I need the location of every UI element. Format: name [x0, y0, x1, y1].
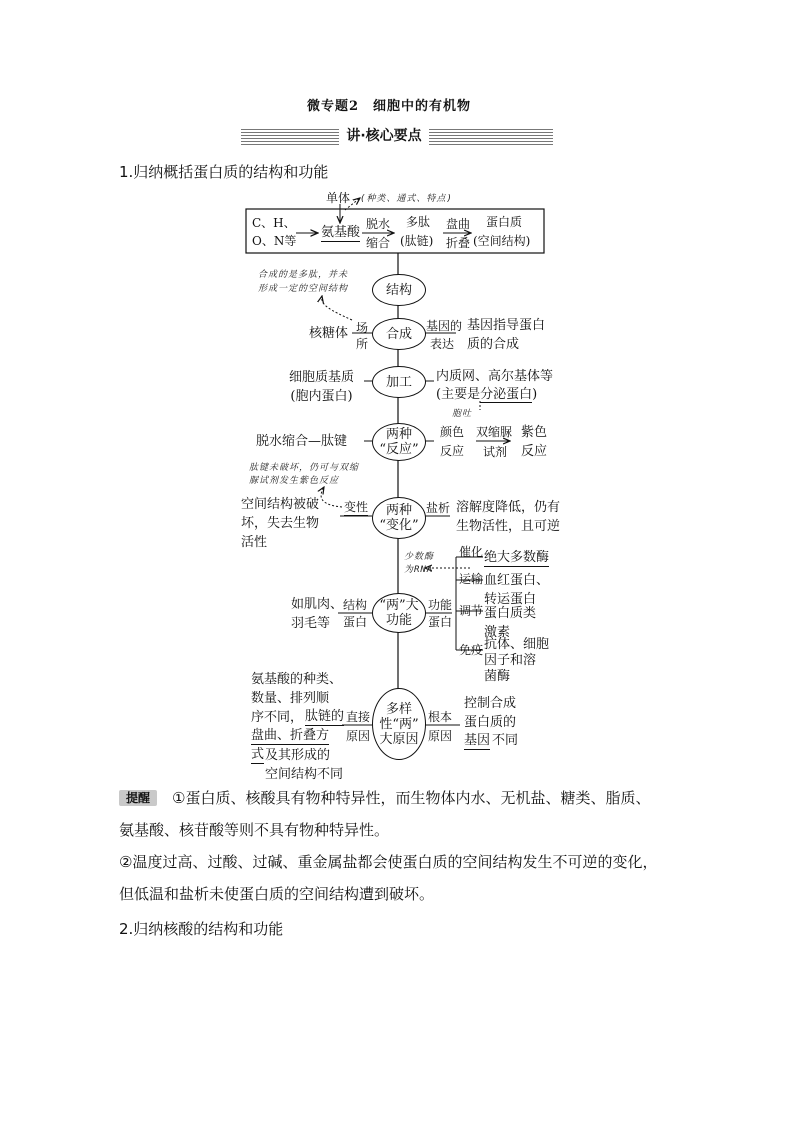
tip-line-2: 氨基酸、核苷酸等则不具有物种特异性。: [119, 821, 390, 839]
peptide-bond-note: 肽键未破坏，仍可与双缩 脲试剂发生紫色反应: [249, 463, 360, 486]
root-reason-gene: 基因: [464, 733, 491, 748]
node-reactions: 两种 “反应”: [372, 423, 426, 461]
root-cause-top: 根本: [428, 710, 453, 724]
secreted-prefix: (主要是: [436, 387, 481, 402]
diversity-fold: 盘曲、折叠方: [251, 728, 330, 743]
direct-cause-top: 直接: [346, 710, 371, 724]
monomer-label: 单体: [326, 191, 351, 205]
exocytosis-note: 胞吐: [452, 409, 473, 419]
secreted-protein: 分泌蛋白: [480, 387, 533, 402]
rna-enzyme-note: 少数酶 为RNA: [404, 552, 435, 575]
dehydration-top: 脱水: [366, 217, 391, 231]
node-structure: 结构: [372, 274, 426, 306]
immunity-label: 免疫: [459, 643, 484, 657]
elements-line2: O、N等: [252, 234, 297, 248]
node-processing: 加工: [372, 366, 426, 398]
color-bottom: 反应: [440, 444, 465, 458]
purple-bottom: 反应: [521, 444, 548, 459]
hemoglobin: 血红蛋白、 转运蛋白: [484, 573, 550, 607]
structural-protein-bottom: 蛋白: [343, 615, 368, 629]
node-diversity: 多样 性“两” 大原因: [372, 688, 426, 760]
antibodies: 抗体、细胞 因子和溶 菌酶: [484, 637, 550, 684]
site-top: 场: [356, 321, 369, 335]
tip-badge: 提醒: [119, 790, 157, 806]
secreted-line: [436, 386, 537, 403]
section-banner: 讲·核心要点: [339, 126, 429, 146]
biuret-bottom: 试剂: [483, 445, 508, 459]
amino-acid-label: 氨基酸: [321, 225, 361, 240]
direct-cause-bottom: 原因: [346, 729, 371, 743]
diversity-peptide: 肽链的: [305, 709, 345, 724]
fold-bottom: 折叠: [446, 236, 471, 250]
hormones: 蛋白质类 激素: [484, 606, 537, 640]
site-bottom: 所: [356, 337, 369, 351]
transport-label: 运输: [459, 572, 484, 586]
ribosome-label: 核糖体: [309, 326, 349, 341]
salting-out-label: 盐析: [426, 501, 451, 515]
protein-bottom: (空间结构): [473, 234, 531, 248]
diversity-reason-a: 氨基酸的种类、 数量、排列顺 序不同，: [251, 672, 343, 725]
polypeptide-bottom: (肽链): [400, 234, 434, 248]
diversity-tail: 及其形成的 空间结构不同: [265, 748, 344, 782]
color-top: 颜色: [440, 425, 465, 439]
monomer-note: (种类、通式、特点): [360, 194, 453, 204]
functional-protein-top: 功能: [428, 598, 453, 612]
functional-protein-bottom: 蛋白: [428, 615, 453, 629]
root-reason-a: 控制合成 蛋白质的: [464, 696, 517, 730]
root-reason-c: 不同: [492, 733, 519, 748]
note-structure: 合成的是多肽，并未 形成一定的空间结构: [258, 270, 349, 294]
purple-top: 紫色: [521, 425, 548, 440]
salting-out-effect: 溶解度降低，仍有 生物活性，且可逆: [456, 500, 561, 534]
diversity-fold-2: 式: [251, 747, 265, 762]
dehydration-bottom: 缩合: [366, 236, 391, 250]
regulation-label: 调节: [459, 604, 484, 618]
catalysis-label: 催化: [459, 545, 484, 559]
root-cause-bottom: 原因: [428, 729, 453, 743]
most-enzymes: 绝大多数酶: [484, 550, 550, 565]
node-functions: “两”大 功能: [372, 593, 426, 633]
fold-top: 盘曲: [446, 217, 471, 231]
tip-line-3: ②温度过高、过酸、过碱、重金属盐都会使蛋白质的空间结构发生不可逆的变化，: [119, 853, 658, 871]
gene-guides-synthesis: 基因指导蛋白 质的合成: [467, 318, 546, 352]
protein-top: 蛋白质: [486, 215, 523, 229]
section-2-heading: 2.归纳核酸的结构和功能: [119, 920, 284, 938]
tip-line-4: 但低温和盐析未使蛋白质的空间结构遭到破坏。: [119, 885, 435, 903]
page-title: 微专题2 细胞中的有机物: [307, 99, 472, 114]
cytoplasm-matrix: 细胞质基质 (胞内蛋白): [289, 370, 355, 404]
structural-protein-top: 结构: [343, 598, 368, 612]
polypeptide-top: 多肽: [406, 215, 431, 229]
section-1-heading: 1.归纳概括蛋白质的结构和功能: [119, 163, 329, 181]
muscle-feather: 如肌肉、 羽毛等: [291, 597, 344, 631]
node-synthesis: 合成: [372, 318, 426, 350]
tip-line-1: ①蛋白质、核酸具有物种特异性，而生物体内水、无机盐、糖类、脂质、: [172, 789, 651, 807]
er-golgi: 内质网、高尔基体等: [436, 369, 554, 384]
secreted-suffix: ): [532, 387, 538, 402]
biuret-top: 双缩脲: [476, 425, 513, 439]
gene-expression-bottom: 表达: [430, 337, 455, 351]
elements-line1: C、H、: [252, 216, 296, 230]
denature-effect: 空间结构被破 坏，失去生物 活性: [241, 497, 320, 550]
node-changes: 两种 “变化”: [372, 497, 426, 539]
denature-label: 变性: [344, 500, 369, 514]
gene-expression-top: 基因的: [426, 319, 463, 333]
condensation-peptide-bond: 脱水缩合—肽键: [256, 434, 348, 449]
